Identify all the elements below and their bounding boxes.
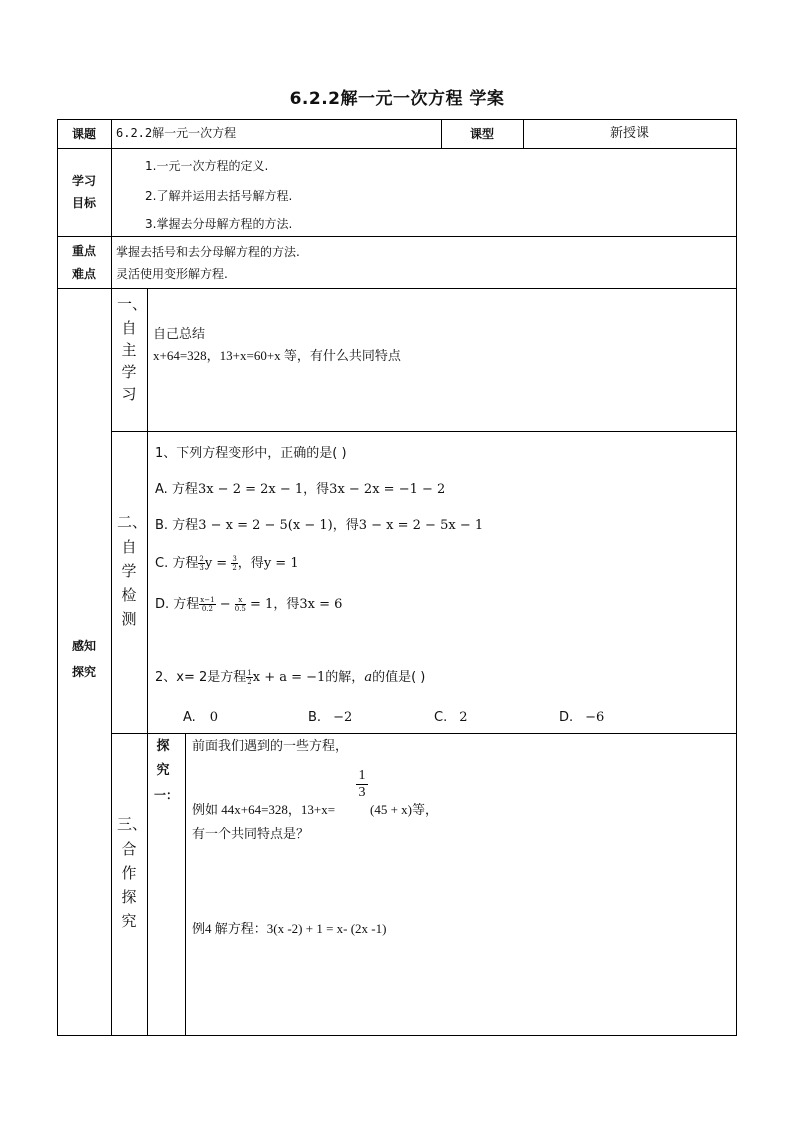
- section1-char: 学: [121, 363, 137, 381]
- goal-item-3: 3.掌握去分母解方程的方法.: [145, 217, 293, 231]
- document-title: 6.2.2解一元一次方程 学案: [289, 89, 505, 109]
- question-2: 2、x= 2是方程 $\frac{1}{2}$ x + a = −1的解，a的值是( ): [155, 669, 426, 686]
- section3-example-tail: (45 + x)等，: [370, 802, 438, 817]
- section3-line1: 前面我们遇到的一些方程，: [192, 739, 349, 754]
- section3-char: 合: [121, 840, 137, 858]
- section3-char: 三、: [117, 815, 148, 833]
- example-4: 例4 解方程：3(x -2) + 1 = x- (2x -1): [192, 921, 387, 936]
- question-1: 1、下列方程变形中，正确的是( ): [155, 446, 347, 461]
- section1-char: 自: [121, 319, 137, 337]
- section1-char: 习: [121, 385, 137, 403]
- subsection-char: 探: [156, 739, 170, 754]
- subsection-char: 究: [156, 763, 170, 778]
- fraction: $\frac{3}{2}$: [232, 555, 237, 572]
- section3-char: 作: [121, 864, 137, 882]
- goals-label-line2: 目标: [71, 196, 96, 210]
- section2-char: 检: [121, 586, 137, 604]
- topic-label: 课题: [71, 127, 96, 141]
- fraction: $\frac{x}{0.5}$: [234, 596, 246, 613]
- section2-char: 学: [121, 562, 137, 580]
- section3-line3: 有一个共同特点是？: [192, 827, 310, 842]
- goal-item-2: 2.了解并运用去括号解方程.: [145, 189, 293, 203]
- lesson-type-label: 课型: [469, 127, 494, 141]
- explore-label-line1: 感知: [71, 639, 96, 653]
- goals-label-line1: 学习: [71, 174, 96, 188]
- goal-item-1: 1.一元一次方程的定义.: [145, 159, 269, 173]
- option-d: D. 方程 $\frac{x-1}{0.2}$ − $\frac{x}{0.5}$ = 1，得3x = 6: [155, 596, 343, 613]
- topic-value: 6.2.2解一元一次方程: [116, 126, 237, 140]
- q2-option-a: A. 0: [183, 710, 219, 725]
- section3-char: 探: [121, 888, 137, 906]
- keypoint-item-2: 灵活使用变形解方程.: [116, 267, 228, 281]
- option-b: B. 方程3 − x = 2 − 5(x − 1)，得3 − x = 2 − 5x − 1: [155, 518, 484, 533]
- section1-line1: 自己总结: [153, 327, 206, 342]
- keypoints-label-line2: 难点: [71, 267, 96, 281]
- section3-char: 究: [121, 912, 137, 930]
- fraction: $\frac{2}{3}$: [199, 555, 204, 572]
- section1-char: 主: [121, 341, 137, 359]
- section3-example-line: 例如 44x+64=328，13+x=: [192, 802, 336, 817]
- explore-label-line2: 探究: [71, 665, 96, 679]
- keypoint-item-1: 掌握去括号和去分母解方程的方法.: [116, 245, 300, 259]
- fraction: $\frac{1}{2}$: [247, 669, 252, 686]
- option-c: C. 方程 $\frac{2}{3}$ y = $\frac{3}{2}$ ，得y = 1: [155, 555, 299, 572]
- section1-char: 一、: [117, 295, 148, 313]
- fraction: $\frac{x-1}{0.2}$: [200, 596, 215, 613]
- section2-char: 二、: [117, 513, 148, 531]
- fraction: 1 3: [356, 768, 368, 801]
- q2-option-b: B. −2: [308, 710, 353, 725]
- keypoints-label-line1: 重点: [71, 244, 96, 258]
- option-a: A. 方程3x − 2 = 2x − 1，得3x − 2x = −1 − 2: [155, 482, 446, 497]
- section2-char: 测: [121, 610, 137, 628]
- section2-char: 自: [121, 538, 137, 556]
- section1-line2: x+64=328，13+x=60+x 等，有什么共同特点: [153, 348, 401, 363]
- q2-option-c: C. 2: [434, 710, 468, 725]
- q2-option-d: D. −6: [559, 710, 605, 725]
- lesson-type-value: 新授课: [609, 126, 649, 141]
- subsection-char: 一：: [154, 788, 179, 802]
